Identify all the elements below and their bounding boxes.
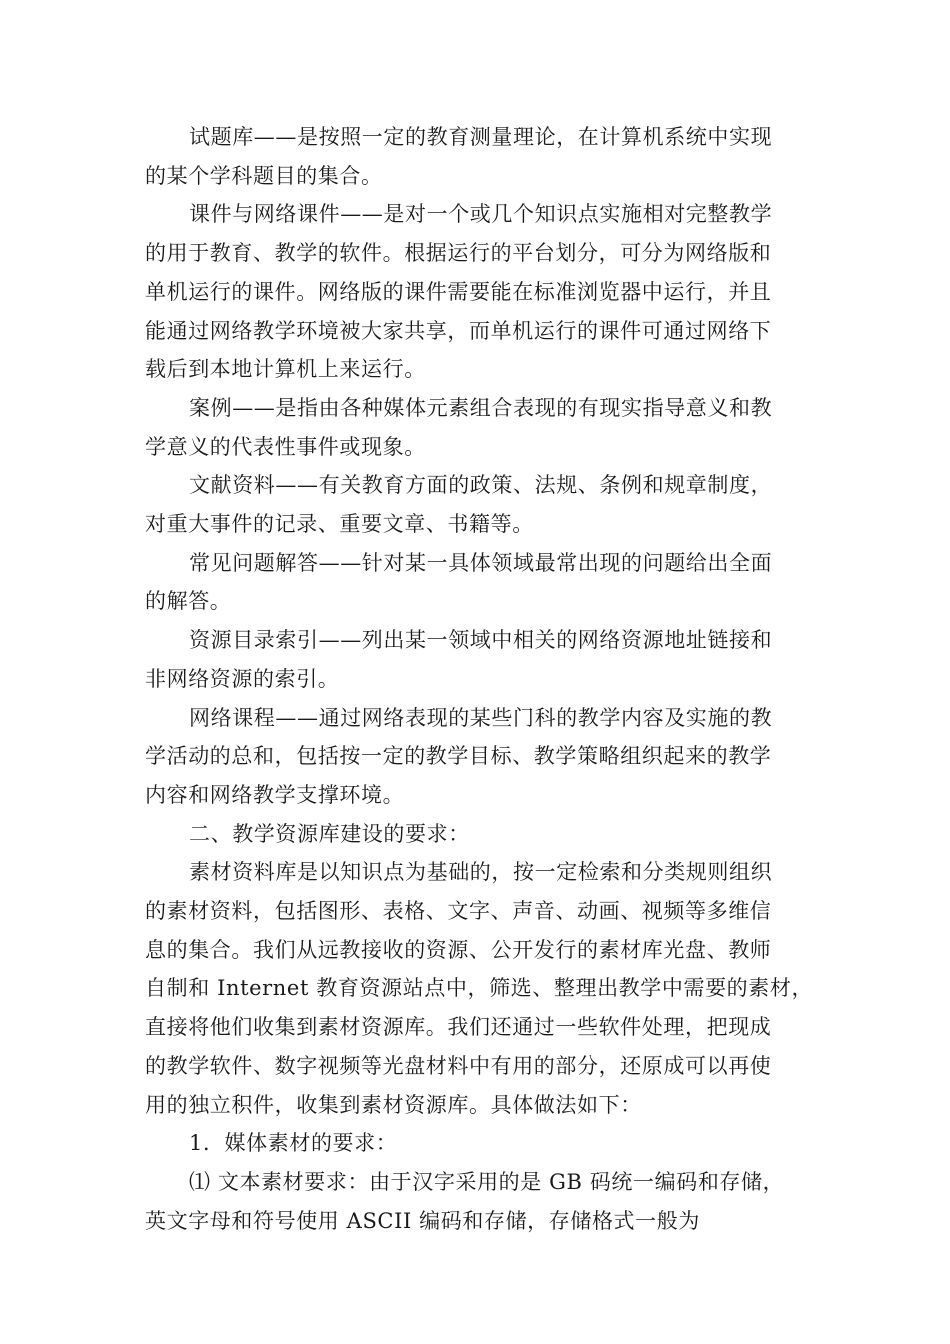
- section-heading-2: [145, 815, 805, 854]
- text-line: 的用于教育、教学的软件。根据运行的平台划分，可分为网络版和: [145, 241, 772, 266]
- text-line: 试题库——是按照一定的教育测量理论，在计算机系统中实现: [189, 125, 773, 149]
- text-line: 学意义的代表性事件或现象。: [145, 434, 426, 459]
- text-line: 息的集合。我们从远教接收的资源、公开发行的素材库光盘、教师: [145, 937, 772, 962]
- text-line: 内容和网络教学支撑环境。: [145, 782, 405, 807]
- text-line: 载后到本地计算机上来运行。: [145, 357, 426, 382]
- text-line: 自制和 Internet 教育资源站点中，筛选、整理出教学中需要的素材，: [145, 976, 814, 1001]
- para-resource-index: [145, 621, 805, 698]
- para-online-course: [145, 699, 805, 815]
- para-case: [145, 389, 805, 466]
- text-line: 素材资料库是以知识点为基础的，按一定检索和分类规则组织: [189, 860, 773, 885]
- text-line: ⑴ 文本素材要求：由于汉字采用的是 GB 码统一编码和存储，: [189, 1169, 785, 1194]
- heading-line: 二、教学资源库建设的要求：: [189, 821, 470, 846]
- text-line: 英文字母和符号使用 ASCII 编码和存储，存储格式一般为: [145, 1208, 700, 1233]
- para-courseware: [145, 195, 805, 389]
- text-line: 非网络资源的索引。: [145, 666, 340, 691]
- para-faq: [145, 544, 805, 621]
- text-line: 的解答。: [145, 589, 232, 614]
- text-line: 学活动的总和，包括按一定的教学目标、教学策略组织起来的教学: [145, 744, 772, 769]
- text-line: 资源目录索引——列出某一领域中相关的网络资源地址链接和: [189, 628, 773, 653]
- text-line: 的素材资料，包括图形、表格、文字、声音、动画、视频等多维信: [145, 899, 772, 924]
- text-line: 单机运行的课件。网络版的课件需要能在标准浏览器中运行，并且: [145, 279, 772, 304]
- text-line: 直接将他们收集到素材资源库。我们还通过一些软件处理，把现成: [145, 1015, 772, 1040]
- text-line: 用的独立积件，收集到素材资源库。具体做法如下：: [145, 1092, 642, 1117]
- document-body: [145, 118, 814, 1240]
- para-question-bank: [145, 118, 805, 195]
- text-line: 能通过网络教学环境被大家共享，而单机运行的课件可通过网络下: [145, 318, 772, 343]
- text-line: 的某个学科题目的集合。: [145, 163, 383, 188]
- text-line: 案例——是指由各种媒体元素组合表现的有现实指导意义和教: [189, 395, 773, 420]
- text-line: 常见问题解答——针对某一具体领域最常出现的问题给出全面: [189, 550, 773, 575]
- text-line: 的教学软件、数字视频等光盘材料中有用的部分，还原成可以再使: [145, 1053, 772, 1078]
- text-line: 课件与网络课件——是对一个或几个知识点实施相对完整教学: [189, 202, 773, 227]
- para-text-material: [145, 1163, 805, 1240]
- para-material-library: [145, 853, 814, 1124]
- para-literature: [145, 466, 805, 543]
- text-line: 文献资料——有关教育方面的政策、法规、条例和规章制度，: [189, 473, 773, 498]
- text-line: 网络课程——通过网络表现的某些门科的教学内容及实施的教: [189, 705, 773, 730]
- heading-line: 1．媒体素材的要求：: [189, 1131, 398, 1156]
- subheading-media-requirements: [145, 1124, 805, 1163]
- text-line: 对重大事件的记录、重要文章、书籍等。: [145, 512, 534, 537]
